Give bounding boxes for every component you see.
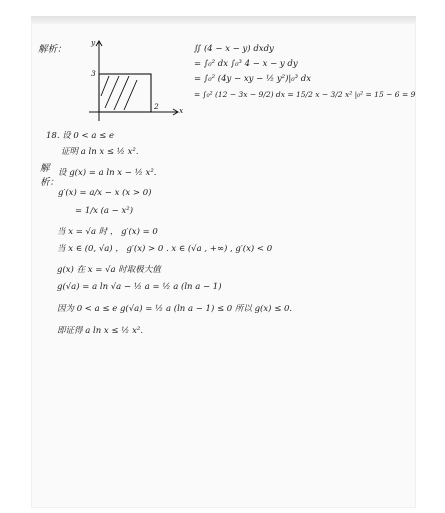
solution-line-9: 即证得 a ln x ≤ ½ x². [57,326,144,336]
solution-line-3: = 1/x (a − x²) [75,206,134,216]
region-graph [81,36,184,136]
graph-tick-2: 2 [154,102,159,111]
page-top-shadow [31,16,416,24]
problem-prove-line: 证明 a ln x ≤ ½ x². [61,147,139,157]
problem-number-line: 18. 设 0 < a ≤ e [46,131,114,141]
graph-x-axis-label: x [179,106,184,115]
solution-line-8: 因为 0 < a ≤ e g(√a) = ½ a (ln a − 1) ≤ 0 所以 g(x) ≤ 0. [57,304,293,314]
solution-side-label-1: 解 [40,163,50,174]
solution-line-6: g(x) 在 x = √a 时取极大值 [57,265,161,275]
solution-line-4: 当 x = √a 时 ， g′(x) = 0 [57,227,158,237]
solution-header-label: 解析： [38,44,67,55]
document-page [31,16,416,508]
solution-line-5: 当 x ∈ (0, √a) ， g′(x) > 0 . x ∈ (√a , +∞) , g′(x) < 0 [57,244,273,254]
solution-line-2: g′(x) = a/x − x (x > 0) [58,188,152,198]
double-integral-line: ∬ (4 − x − y) dxdy [194,44,274,54]
graph-tick-3: 3 [91,69,96,78]
integral-step-3: = ∫₀² (12 − 3x − 9/2) dx = 15/2 x − 3/2 x² |₀² = 15 − 6 = 9 [194,90,416,99]
graph-y-axis-label: y [91,38,96,47]
integral-step-1: = ∫₀² dx ∫₀³ 4 − x − y dy [194,59,298,69]
solution-line-1: 设 g(x) = a ln x − ½ x². [58,168,157,178]
integral-step-2: = ∫₀² (4y − xy − ½ y²)|₀³ dx [194,74,312,84]
solution-line-7: g(√a) = a ln √a − ½ a = ½ a (ln a − 1) [57,282,222,292]
solution-side-label-2: 析： [40,177,60,188]
